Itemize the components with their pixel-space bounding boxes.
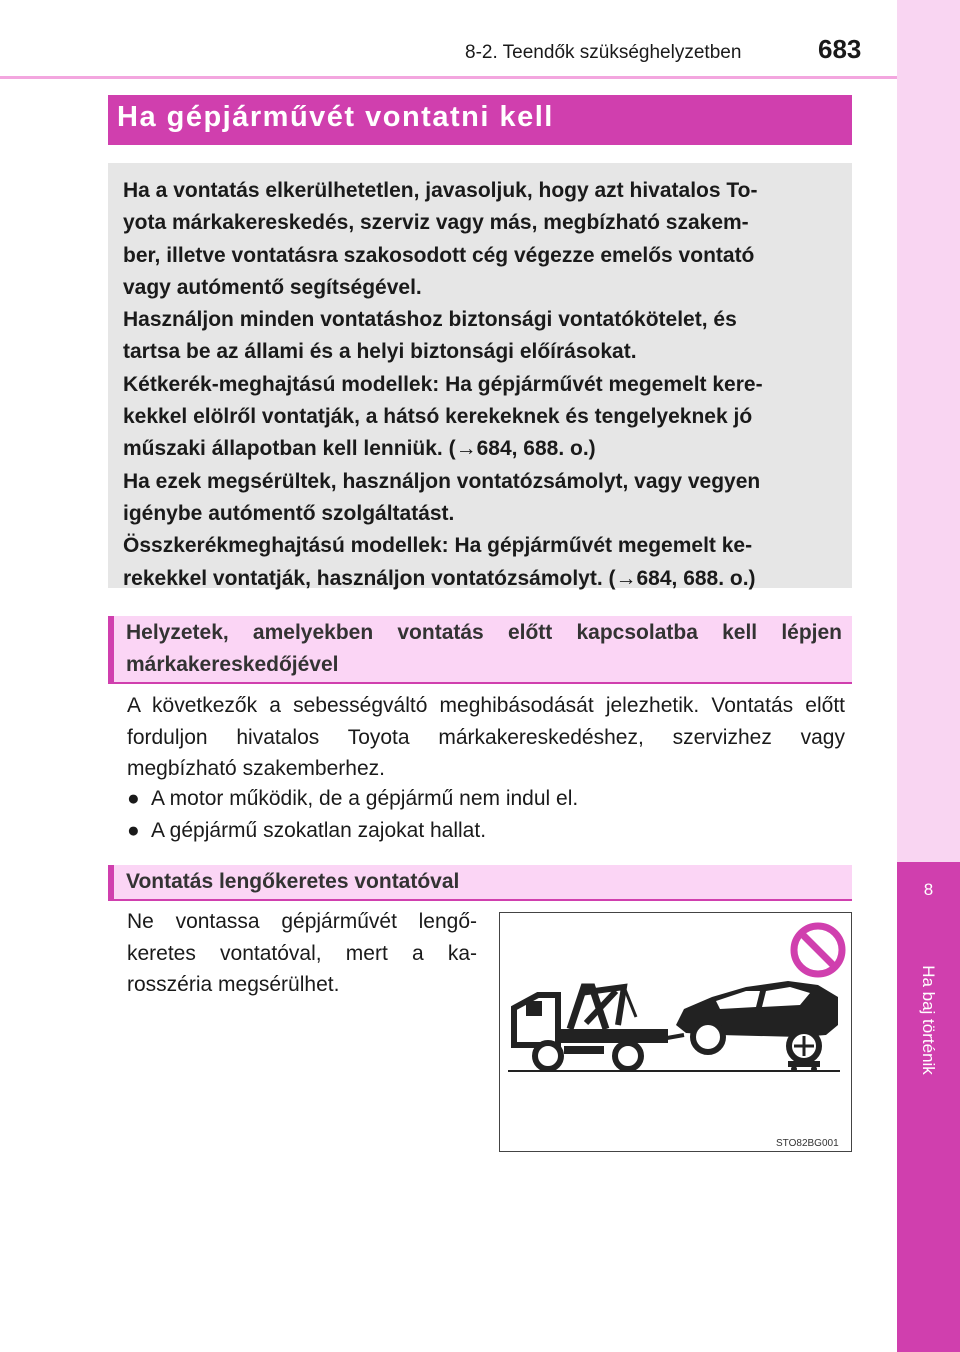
- page-title: Ha gépjárművét vontatni kell: [117, 101, 554, 133]
- truck-icon: [514, 987, 684, 1069]
- header-section-title: 8-2. Teendők szükséghelyzetben: [465, 42, 742, 63]
- section-heading-line: Helyzetek, amelyekben vontatás előtt kapcsolatba kell lépjen: [126, 621, 842, 644]
- image-code: STO82BG001: [776, 1138, 839, 1149]
- section-heading-underline: [108, 682, 852, 684]
- notice-line: Ha a vontatás elkerülhetetlen, javasoljuk, hogy azt hivatalos To-: [123, 179, 758, 202]
- notice-line: Összkerékmeghajtású modellek: Ha gépjárművét megemelt ke-: [123, 534, 753, 558]
- list-item: [127, 815, 486, 846]
- chapter-number: 8: [923, 880, 934, 899]
- section-heading-line: márkakereskedőjével: [126, 653, 339, 676]
- side-tab-top: [897, 0, 960, 862]
- notice-line: kekkel elölről vontatják, a hátsó kerekeknek és tengelyeknek jó: [123, 405, 753, 429]
- page-number: 683: [818, 34, 862, 64]
- notice-line: Kétkerék-meghajtású modellek: Ha gépjárművét megemelt kere-: [123, 372, 763, 396]
- bullet-icon: ●: [127, 787, 140, 810]
- notice-line: Ha ezek megsérültek, használjon vontatózsámolyt, vagy vegyen: [123, 469, 761, 493]
- header-divider: [0, 76, 897, 79]
- side-tab-chapter: [897, 862, 960, 1352]
- notice-line: igénybe autómentő szolgáltatást.: [123, 501, 455, 525]
- section-heading-text: Vontatás lengőkeretes vontatóval: [126, 870, 460, 893]
- tow-truck-graphic: [500, 913, 851, 1151]
- chapter-title: Ha baj történik: [919, 965, 938, 1075]
- notice-line: rekekkel vontatják, használjon vontatózsámolyt. (→684, 688. o.): [123, 566, 756, 590]
- section-heading-dealer: [108, 616, 852, 682]
- list-item-text: A motor működik, de a gépjármű nem indul el.: [151, 787, 579, 810]
- notice-line: Használjon minden vontatáshoz biztonsági vontatókötelet, és: [123, 308, 737, 332]
- section-heading-underline: [108, 899, 852, 901]
- notice-box: [108, 163, 852, 588]
- notice-line: műszaki állapotban kell lenniük. (→684, 688. o.): [123, 437, 596, 461]
- car-icon: [676, 981, 838, 1072]
- bullet-icon: ●: [127, 819, 140, 842]
- notice-line: tartsa be az állami és a helyi biztonsági előírásokat.: [123, 340, 637, 364]
- tow-truck-illustration: [499, 912, 852, 1152]
- notice-line: ber, illetve vontatásra szakosodott cég végezze emelős vontató: [123, 243, 755, 267]
- section-wheel-lift-text: Ne vontassa gépjárművét lengő-keretes vontatóval, mert a ka-rosszéria megsérülhet.: [127, 910, 477, 996]
- section-heading-wheel-lift: [108, 865, 852, 899]
- page-title-bar: [108, 95, 852, 145]
- prohibition-icon: [794, 926, 842, 974]
- list-item: [127, 783, 578, 814]
- notice-line: yota márkakereskedés, szerviz vagy más, megbízható szakem-: [123, 211, 749, 235]
- section-intro-text: A következők a sebességváltó meghibásodását jelezhetik. Vontatás előtt forduljon hivatalos Toyota márkakereskedéshez, szervizhez vagy megbízható szakemberhez.: [127, 694, 845, 780]
- notice-line: vagy autómentő segítségével.: [123, 275, 422, 299]
- list-item-text: A gépjármű szokatlan zajokat hallat.: [151, 819, 487, 842]
